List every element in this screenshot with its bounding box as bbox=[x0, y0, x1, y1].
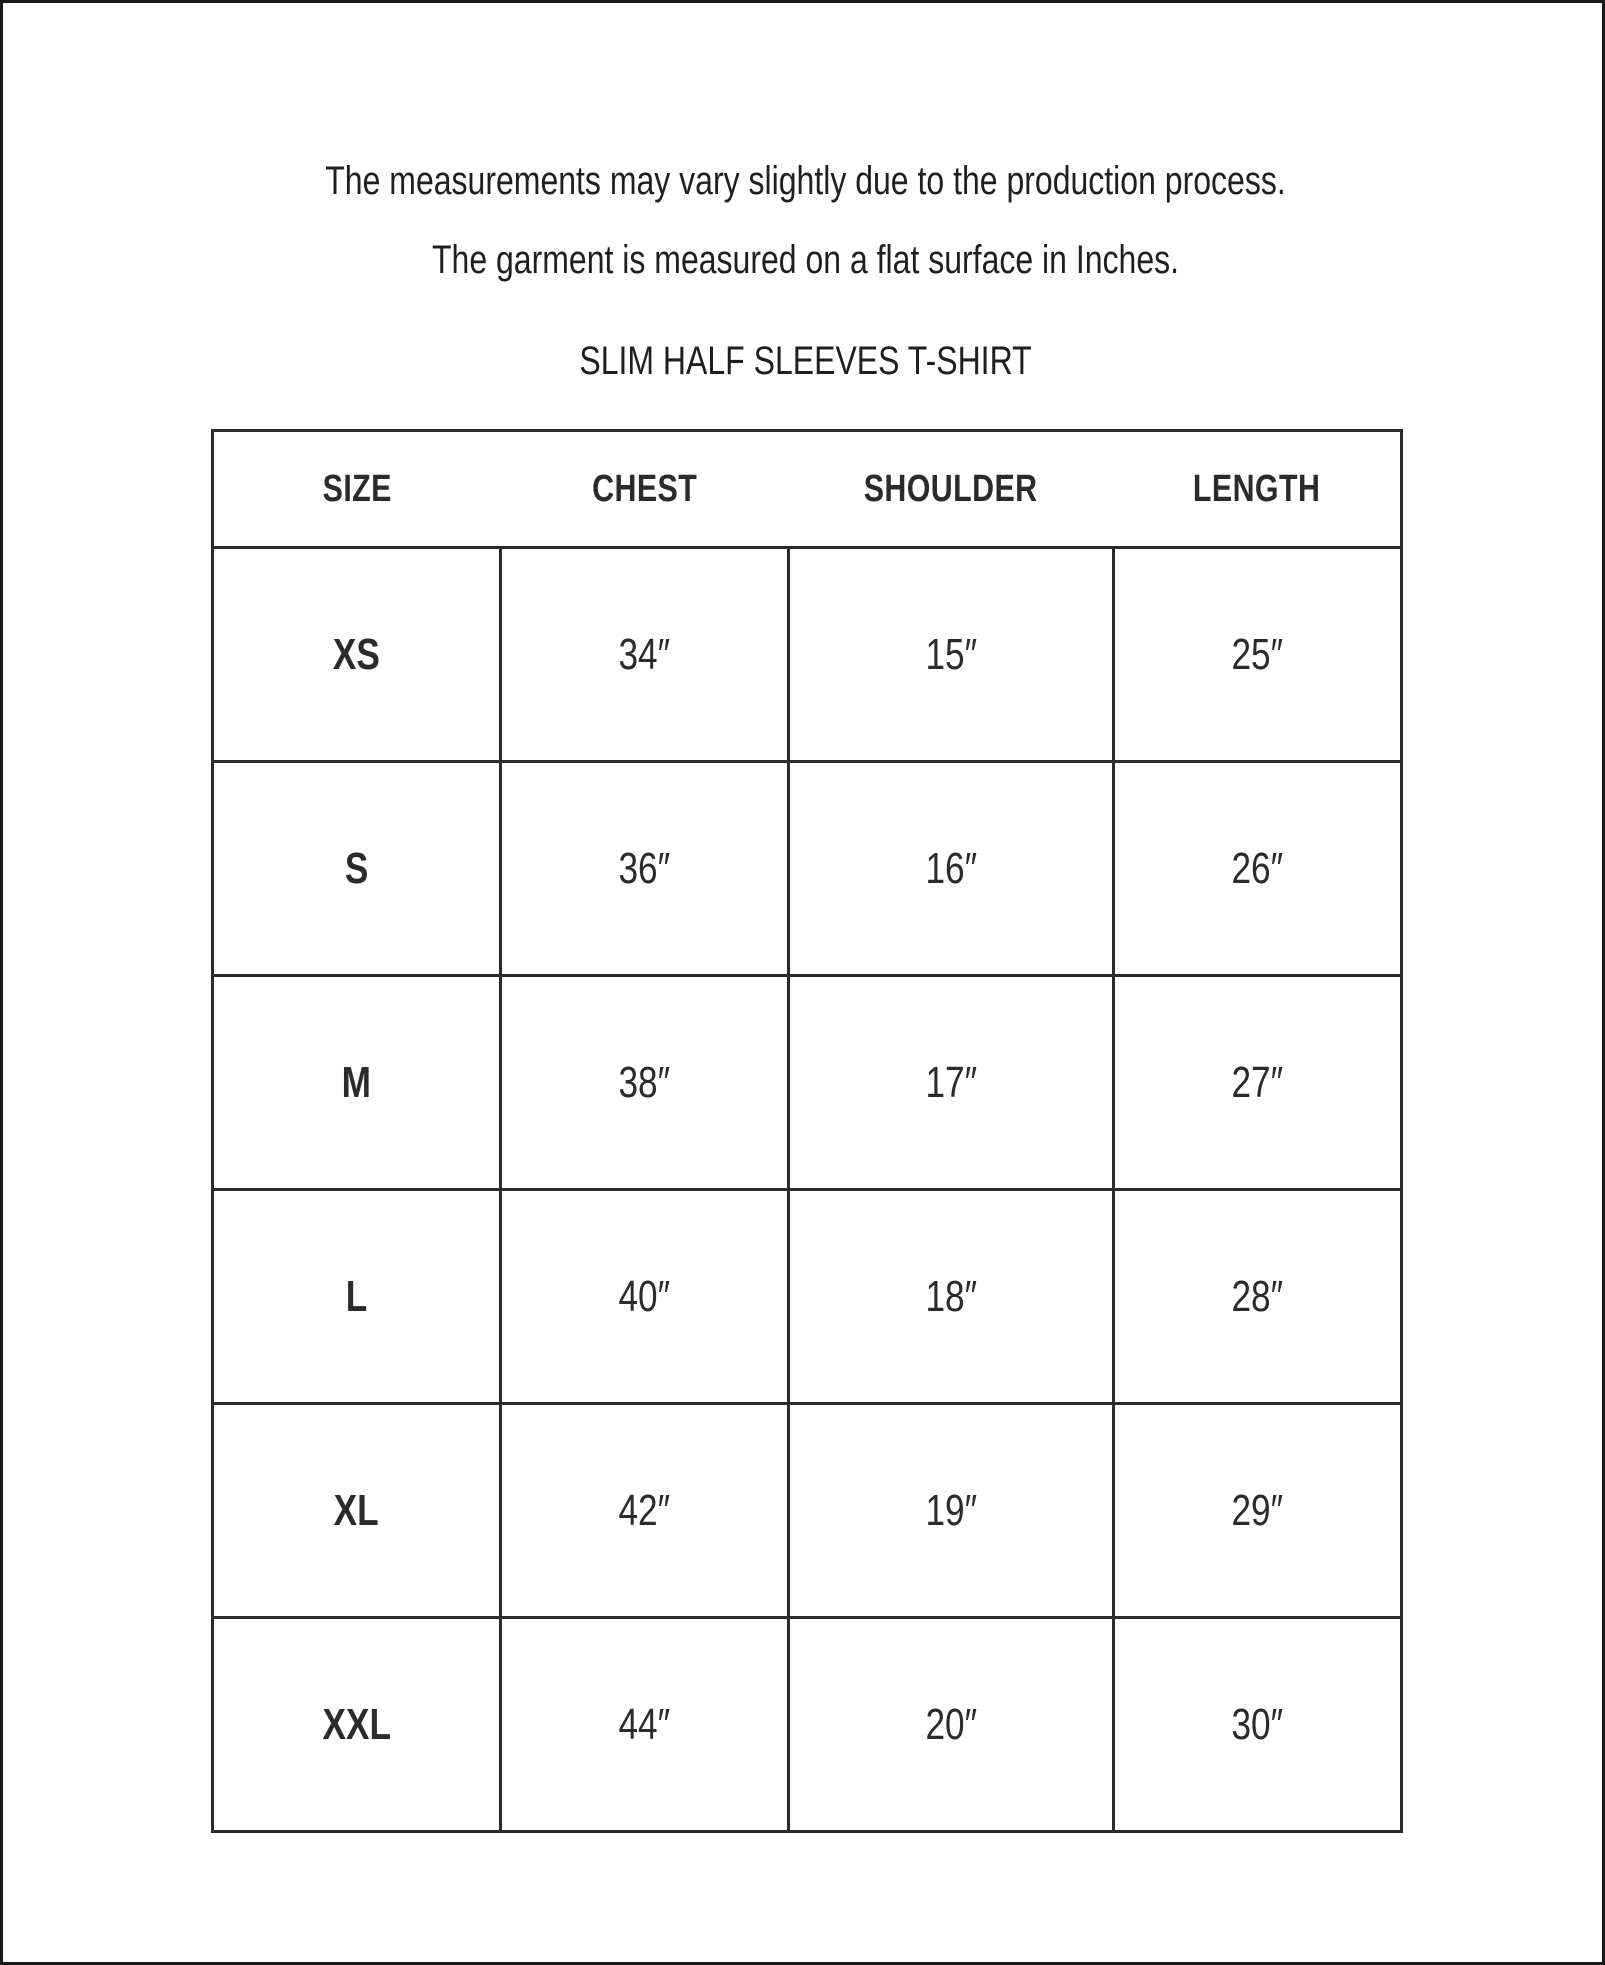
size-chart-title: SLIM HALF SLEEVES T-SHIRT bbox=[579, 339, 1032, 383]
size-cell: M bbox=[213, 976, 501, 1190]
column-header-chest: CHEST bbox=[501, 431, 789, 548]
column-header-length: LENGTH bbox=[1114, 431, 1402, 548]
column-header-size: SIZE bbox=[213, 431, 501, 548]
table-row bbox=[213, 1618, 1402, 1832]
table-row bbox=[213, 1404, 1402, 1618]
size-cell: XS bbox=[213, 548, 501, 762]
measurement-note-variation: The measurements may vary slightly due to the production process. bbox=[325, 159, 1286, 203]
size-chart-body bbox=[213, 548, 1402, 1832]
chest-cell: 38″ bbox=[501, 976, 789, 1190]
size-cell: S bbox=[213, 762, 501, 976]
chest-cell: 42″ bbox=[501, 1404, 789, 1618]
table-row bbox=[213, 1190, 1402, 1404]
header-row bbox=[213, 431, 1402, 548]
size-chart-header bbox=[213, 431, 1402, 548]
shoulder-cell: 20″ bbox=[789, 1618, 1114, 1832]
length-cell: 29″ bbox=[1114, 1404, 1402, 1618]
measurement-note-units: The garment is measured on a flat surface in Inches. bbox=[431, 238, 1180, 282]
chest-cell: 44″ bbox=[501, 1618, 789, 1832]
chest-cell: 34″ bbox=[501, 548, 789, 762]
shoulder-cell: 17″ bbox=[789, 976, 1114, 1190]
column-header-shoulder: SHOULDER bbox=[789, 431, 1114, 548]
length-cell: 28″ bbox=[1114, 1190, 1402, 1404]
size-cell: L bbox=[213, 1190, 501, 1404]
size-cell: XL bbox=[213, 1404, 501, 1618]
chest-cell: 36″ bbox=[501, 762, 789, 976]
size-chart-table bbox=[211, 429, 1403, 1833]
table-row bbox=[213, 762, 1402, 976]
table-row bbox=[213, 976, 1402, 1190]
shoulder-cell: 16″ bbox=[789, 762, 1114, 976]
length-cell: 26″ bbox=[1114, 762, 1402, 976]
table-row bbox=[213, 548, 1402, 762]
shoulder-cell: 19″ bbox=[789, 1404, 1114, 1618]
shoulder-cell: 18″ bbox=[789, 1190, 1114, 1404]
chest-cell: 40″ bbox=[501, 1190, 789, 1404]
shoulder-cell: 15″ bbox=[789, 548, 1114, 762]
length-cell: 27″ bbox=[1114, 976, 1402, 1190]
length-cell: 30″ bbox=[1114, 1618, 1402, 1832]
size-cell: XXL bbox=[213, 1618, 501, 1832]
length-cell: 25″ bbox=[1114, 548, 1402, 762]
